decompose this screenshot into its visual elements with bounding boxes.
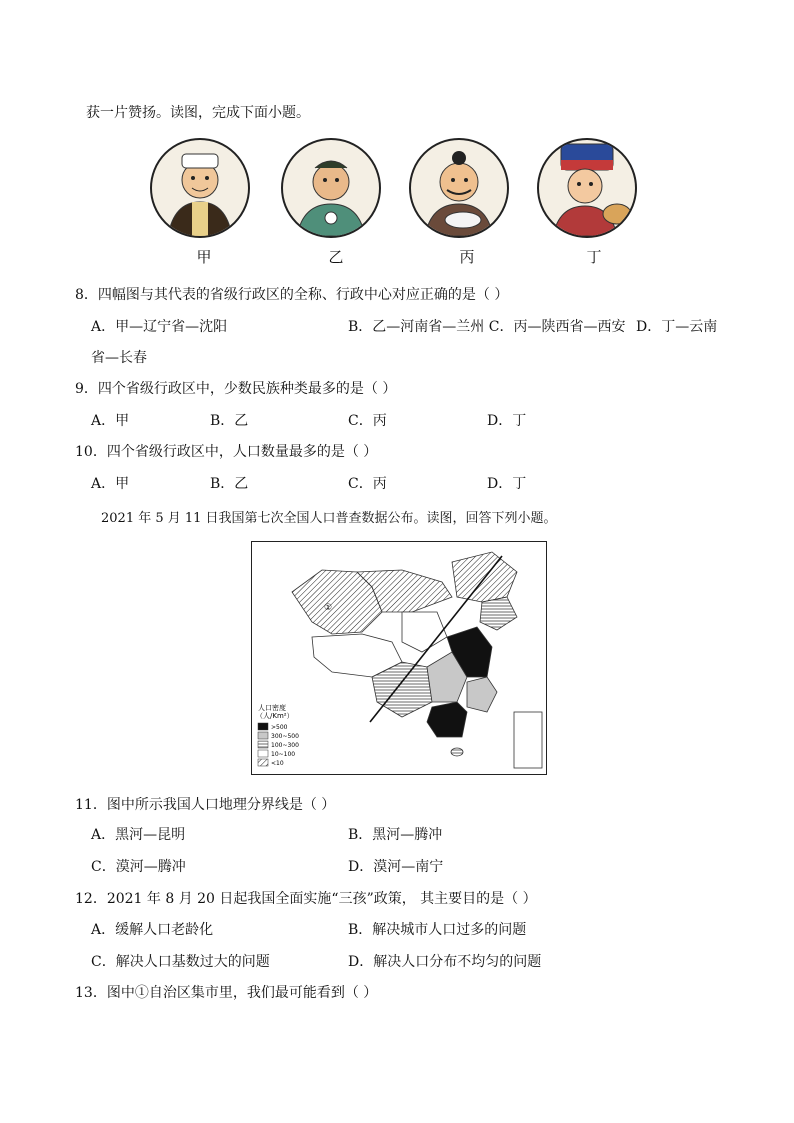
legend-item-5: <10 <box>271 760 284 767</box>
portrait-bing-image <box>409 138 509 238</box>
portrait-ding-image <box>537 138 637 238</box>
question-11-option-c: C．漠河—腾冲 <box>91 859 186 875</box>
legend-item-4: 10~100 <box>271 751 296 758</box>
portrait-label-bing: 丙 <box>459 248 475 266</box>
question-12-option-a: A．缓解人口老龄化 <box>91 922 214 938</box>
question-9-option-c: C．丙 <box>348 413 387 429</box>
question-11-option-d: D．漠河—南宁 <box>348 859 444 875</box>
question-9-option-a: A．甲 <box>91 413 130 429</box>
portrait-label-ding: 丁 <box>586 248 602 266</box>
question-10-stem: 10．四个省级行政区中，人口数量最多的是（ ） <box>75 444 378 460</box>
south-china-sea-inset <box>514 712 542 768</box>
portrait-jia-image <box>150 138 250 238</box>
legend-item-3: 100~300 <box>271 742 299 749</box>
question-9-option-b: B．乙 <box>210 413 249 429</box>
question-9-option-d: D．丁 <box>487 413 527 429</box>
question-8-option-b-c: B．乙—河南省—兰州 C．丙—陕西省—西安 <box>348 319 626 335</box>
question-12-option-c: C．解决人口基数过大的问题 <box>91 954 270 970</box>
legend-item-2: 300~500 <box>271 733 299 740</box>
question-11-option-a: A．黑河—昆明 <box>91 827 186 843</box>
question-9-stem: 9．四个省级行政区中，少数民族种类最多的是（ ） <box>75 381 397 397</box>
intro-text: 获一片赞扬。读图，完成下面小题。 <box>86 105 310 121</box>
question-12-stem: 12．2021 年 8 月 20 日起我国全面实施“三孩”政策， 其主要目的是（ ） <box>75 891 537 907</box>
question-13-stem: 13．图中①自治区集市里，我们最可能看到（ ） <box>75 985 378 1001</box>
question-11-stem: 11．图中所示我国人口地理分界线是（ ） <box>75 797 336 813</box>
question-8-option-a: A．甲—辽宁省—沈阳 <box>91 319 228 335</box>
legend-title: 人口密度 <box>258 704 286 712</box>
question-8-stem: 8．四幅图与其代表的省级行政区的全称、行政中心对应正确的是（ ） <box>75 287 509 303</box>
question-12-option-d: D．解决人口分布不均匀的问题 <box>348 954 542 970</box>
question-8-option-d: D．丁—云南 <box>636 319 718 335</box>
question-12-option-b: B．解决城市人口过多的问题 <box>348 922 527 938</box>
question-8-option-d-continued: 省—长春 <box>91 350 147 366</box>
census-intro-text: 2021 年 5 月 11 日我国第七次全国人口普查数据公布。读图，回答下列小题。 <box>101 511 557 526</box>
portrait-label-jia: 甲 <box>196 248 212 266</box>
south-china-region <box>427 702 467 737</box>
question-10-option-a: A．甲 <box>91 476 130 492</box>
portrait-label-yi: 乙 <box>328 248 344 266</box>
region-marker-1: ① <box>324 603 333 613</box>
northeast-south <box>480 597 517 630</box>
northwest-central <box>402 612 447 652</box>
portrait-yi-image <box>281 138 381 238</box>
hainan-island <box>451 748 463 756</box>
question-10-option-b: B．乙 <box>210 476 249 492</box>
population-density-map <box>251 541 547 775</box>
question-10-option-d: D．丁 <box>487 476 527 492</box>
legend-item-1: >500 <box>271 724 288 731</box>
question-11-option-b: B．黑河—腾冲 <box>348 827 443 843</box>
question-10-option-c: C．丙 <box>348 476 387 492</box>
legend-unit: （人/Km²） <box>256 712 294 720</box>
yangtze-region <box>467 677 497 712</box>
